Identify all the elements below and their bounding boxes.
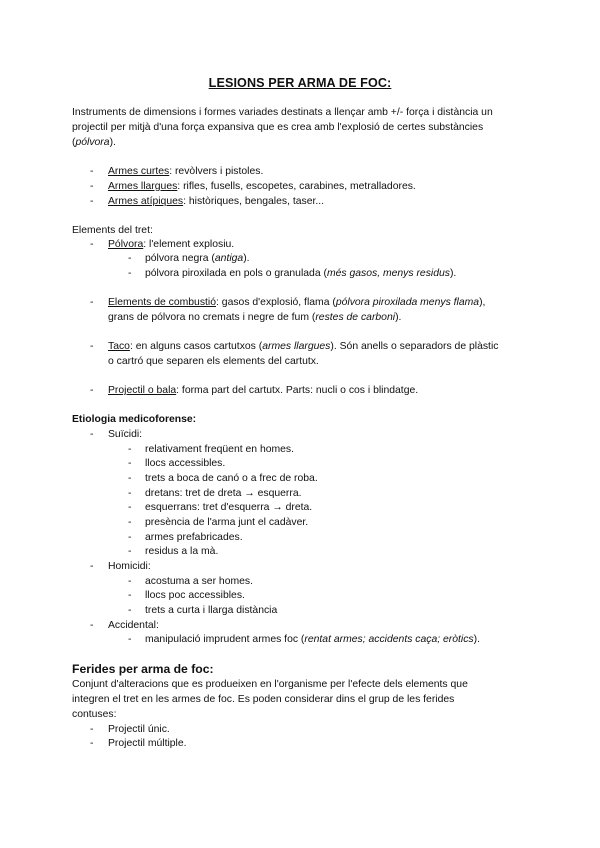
intro-line-1: Instruments de dimensions i formes variades destinats a llençar amb +/- força i distància un xyxy=(72,107,493,118)
sub-list-item: llocs poc accessibles. xyxy=(145,590,245,601)
list-dash: - xyxy=(90,620,94,631)
list-item: Homicidi: xyxy=(108,561,151,572)
sub-list-item: pólvora negra (antiga). xyxy=(145,253,250,264)
list-dash: - xyxy=(128,473,132,484)
intro-line-3: (pólvora). xyxy=(72,137,116,148)
list-dash: - xyxy=(90,196,94,207)
section-heading: Etiologia medicoforense: xyxy=(72,414,197,425)
list-item: Projectil únic. xyxy=(108,724,170,735)
list-dash: - xyxy=(90,166,94,177)
list-item: Projectil múltiple. xyxy=(108,738,187,749)
list-item-continuation: grans de pólvora no cremats i negre de fum (restes de carboni). xyxy=(108,312,402,323)
list-item: Armes curtes: revòlvers i pistoles. xyxy=(108,166,264,177)
list-dash: - xyxy=(128,634,132,645)
sub-list-item: trets a boca de canó o a frec de roba. xyxy=(145,473,318,484)
list-item: Armes llargues: rifles, fusells, escopetes, carabines, metralladores. xyxy=(108,181,416,192)
list-dash: - xyxy=(128,590,132,601)
list-dash: - xyxy=(128,268,132,279)
paragraph-line: contuses: xyxy=(72,709,117,720)
list-dash: - xyxy=(128,253,132,264)
list-dash: - xyxy=(90,341,94,352)
sub-list-item: armes prefabricades. xyxy=(145,532,243,543)
list-dash: - xyxy=(90,181,94,192)
list-item: Taco: en alguns casos cartutxos (armes llargues). Són anells o separadors de plàstic xyxy=(108,341,499,352)
list-dash: - xyxy=(90,561,94,572)
list-dash: - xyxy=(90,239,94,250)
sub-list-item: esquerrans: tret d'esquerra → dreta. xyxy=(145,502,313,513)
section-label: Elements del tret: xyxy=(72,225,153,236)
paragraph-line: integren el tret en les armes de foc. Es poden considerar dins el grup de les ferides xyxy=(72,694,455,705)
list-item: Accidental: xyxy=(108,620,159,631)
sub-list-item: residus a la mà. xyxy=(145,546,219,557)
list-dash: - xyxy=(90,429,94,440)
list-dash: - xyxy=(90,738,94,749)
list-dash: - xyxy=(128,444,132,455)
list-dash: - xyxy=(90,297,94,308)
sub-list-item: presència de l'arma junt el cadàver. xyxy=(145,517,309,528)
sub-list-item: acostuma a ser homes. xyxy=(145,576,253,587)
paragraph-line: Conjunt d'alteracions que es produeixen en l'organisme per l'efecte dels elements que xyxy=(72,679,468,690)
intro-line-2: projectil per mitjà d'una força expansiva que es crea amb l'explosió de certes substàncies xyxy=(72,122,484,133)
list-dash: - xyxy=(128,458,132,469)
list-dash: - xyxy=(128,532,132,543)
sub-list-item: pólvora piroxilada en pols o granulada (més gasos, menys residus). xyxy=(145,268,457,279)
section-heading: Ferides per arma de foc: xyxy=(72,662,214,676)
sub-list-item: relativament freqüent en homes. xyxy=(145,444,295,455)
list-dash: - xyxy=(90,724,94,735)
list-dash: - xyxy=(90,385,94,396)
list-item-continuation: o cartró que separen els elements del cartutx. xyxy=(108,356,319,367)
sub-list-item: dretans: tret de dreta → esquerra. xyxy=(145,488,302,499)
sub-list-item: llocs accessibles. xyxy=(145,458,226,469)
list-item: Projectil o bala: forma part del cartutx. Parts: nucli o cos i blindatge. xyxy=(108,385,419,396)
page-title: LESIONS PER ARMA DE FOC: xyxy=(208,76,392,90)
list-dash: - xyxy=(128,502,132,513)
list-item: Pólvora: l'element explosiu. xyxy=(108,239,235,250)
list-dash: - xyxy=(128,605,132,616)
list-item: Armes atípiques: històriques, bengales, taser... xyxy=(108,196,325,207)
list-dash: - xyxy=(128,488,132,499)
list-dash: - xyxy=(128,546,132,557)
list-dash: - xyxy=(128,517,132,528)
sub-list-item: trets a curta i llarga distància xyxy=(145,605,278,616)
sub-list-item: manipulació imprudent armes foc (rentat armes; accidents caça; eròtics). xyxy=(145,634,480,645)
list-dash: - xyxy=(128,576,132,587)
list-item: Elements de combustió: gasos d'explosió, flama (pólvora piroxilada menys flama), xyxy=(108,297,486,308)
list-item: Suïcidi: xyxy=(108,429,143,440)
